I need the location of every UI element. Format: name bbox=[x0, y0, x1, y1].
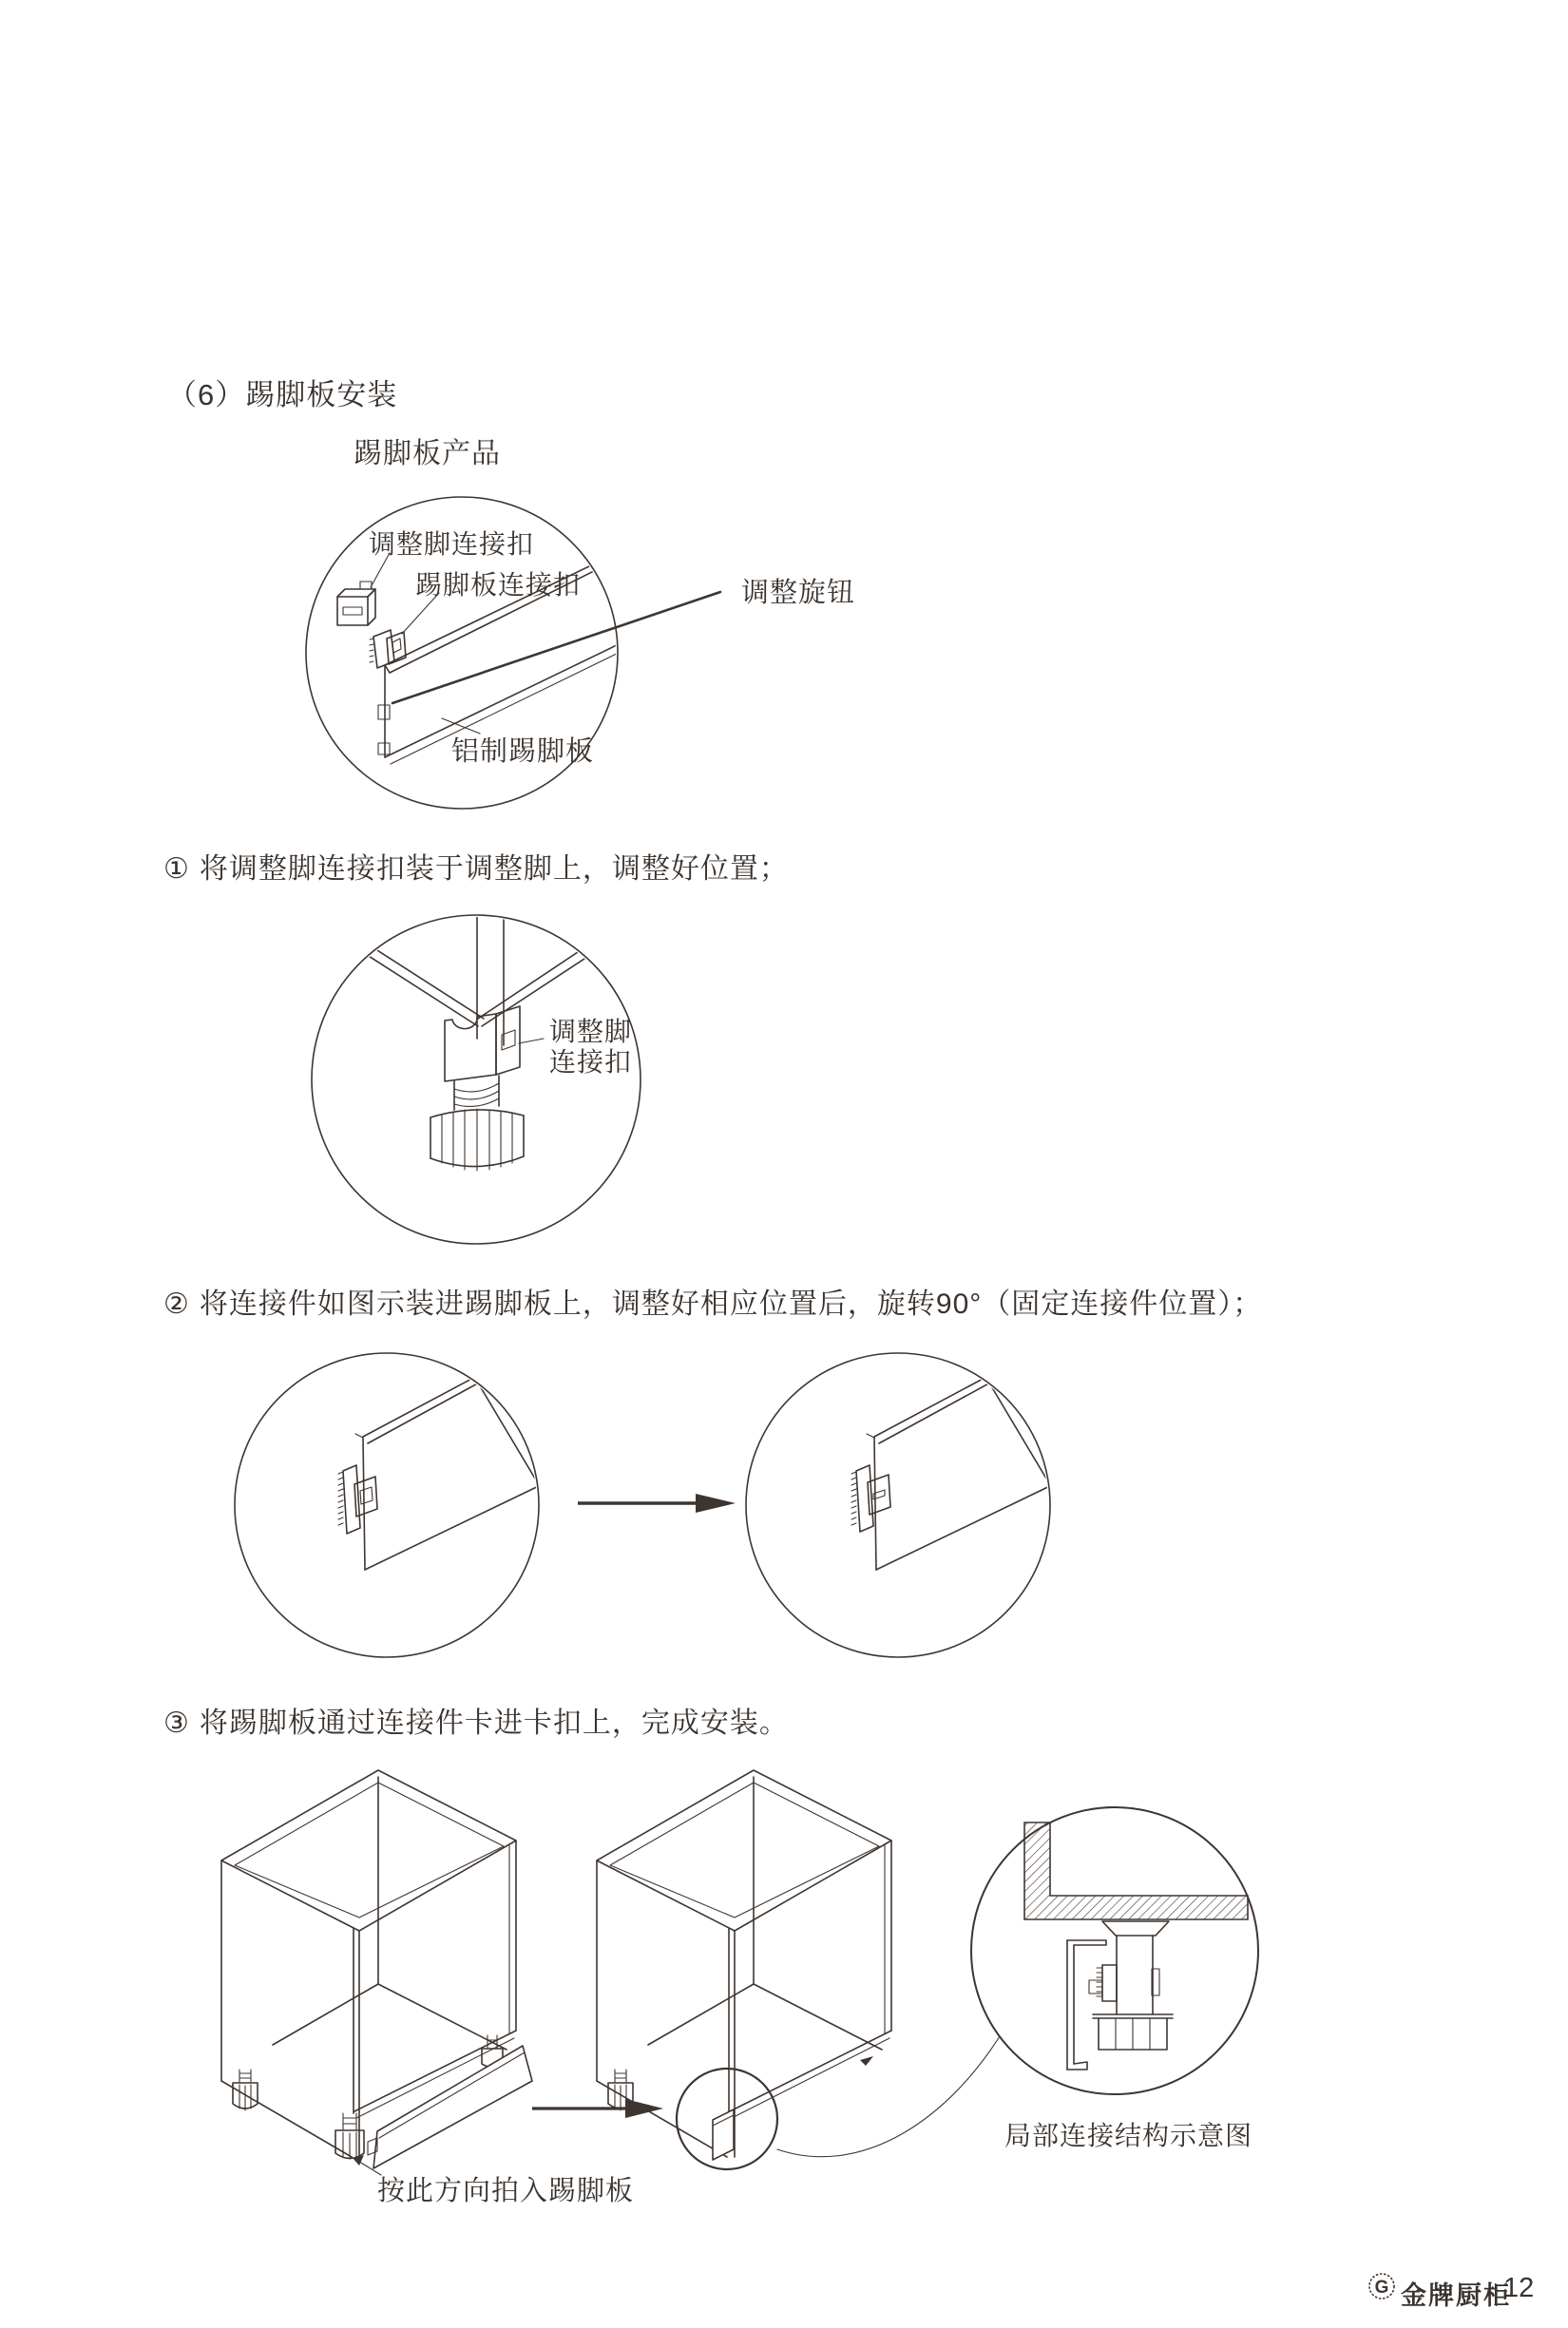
step2-after-diagram bbox=[744, 1351, 1052, 1659]
kickboard-section-drawing bbox=[355, 1368, 541, 1570]
adjustable-foot-drawing bbox=[430, 1076, 524, 1171]
step-2 bbox=[163, 1280, 1262, 1322]
step1-leader-line bbox=[519, 1039, 544, 1043]
step-3-text: 将踢脚板通过连接件卡进卡扣上，完成安装。 bbox=[199, 1708, 789, 1739]
cabinet-before-drawing bbox=[214, 1765, 542, 2212]
step1-callout bbox=[549, 1017, 632, 1078]
connector-clip-locked bbox=[851, 1465, 890, 1532]
step-2-marker: ② bbox=[163, 1288, 190, 1320]
kickboard-section-drawing-2 bbox=[867, 1368, 1052, 1570]
step1-callout-line2: 连接扣 bbox=[549, 1047, 633, 1077]
step-2-text: 将连接件如图示装进踢脚板上，调整好相应位置后，旋转90°（固定连接件位置）； bbox=[199, 1288, 1263, 1320]
step1-diagram bbox=[310, 913, 642, 1246]
label-adjust-foot-buckle: 调整脚连接扣 bbox=[369, 529, 535, 559]
kickboard-buckle-drawing bbox=[370, 630, 406, 668]
step-1-marker: ① bbox=[163, 853, 190, 885]
brand-name: 金牌厨柜 bbox=[1401, 2281, 1511, 2310]
label-kickboard-buckle: 踢脚板连接扣 bbox=[415, 570, 582, 600]
step-1 bbox=[163, 845, 789, 887]
product-caption: 踢脚板产品 bbox=[354, 438, 501, 469]
step-1-text: 将调整脚连接扣装于调整脚上，调整好位置； bbox=[199, 853, 789, 885]
label-adjust-knob: 调整旋钮 bbox=[741, 578, 856, 608]
connector-clip-section bbox=[1089, 1965, 1117, 2001]
section-title: （6）踢脚板安装 bbox=[167, 378, 398, 411]
detail-diagram bbox=[969, 1805, 1264, 2100]
brand-logo-icon bbox=[1367, 2271, 1397, 2301]
detail-label: 局部连接结构示意图 bbox=[1004, 2121, 1253, 2150]
cabinet-panel-section-hatched bbox=[1024, 1822, 1248, 1919]
step-3 bbox=[163, 1699, 789, 1741]
direction-label: 按此方向拍入踢脚板 bbox=[377, 2176, 635, 2206]
step1-circle-outline bbox=[312, 915, 641, 1244]
adjust-foot-buckle-drawing bbox=[337, 582, 375, 625]
arrow-step2-icon bbox=[570, 1482, 746, 1525]
brand-logo-letter: G bbox=[1374, 2278, 1389, 2298]
step-3-marker: ③ bbox=[163, 1708, 190, 1739]
step2-after-circle-outline bbox=[746, 1353, 1050, 1657]
step2-before-diagram bbox=[233, 1351, 541, 1659]
page-number: 12 bbox=[1503, 2273, 1535, 2303]
detail-circle-outline bbox=[971, 1807, 1258, 2094]
connector-clip-loose bbox=[338, 1465, 377, 1534]
label-aluminum-kickboard: 铝制踢脚板 bbox=[451, 736, 595, 767]
step2-before-circle-outline bbox=[235, 1353, 539, 1657]
step1-callout-line1: 调整脚 bbox=[549, 1017, 633, 1046]
